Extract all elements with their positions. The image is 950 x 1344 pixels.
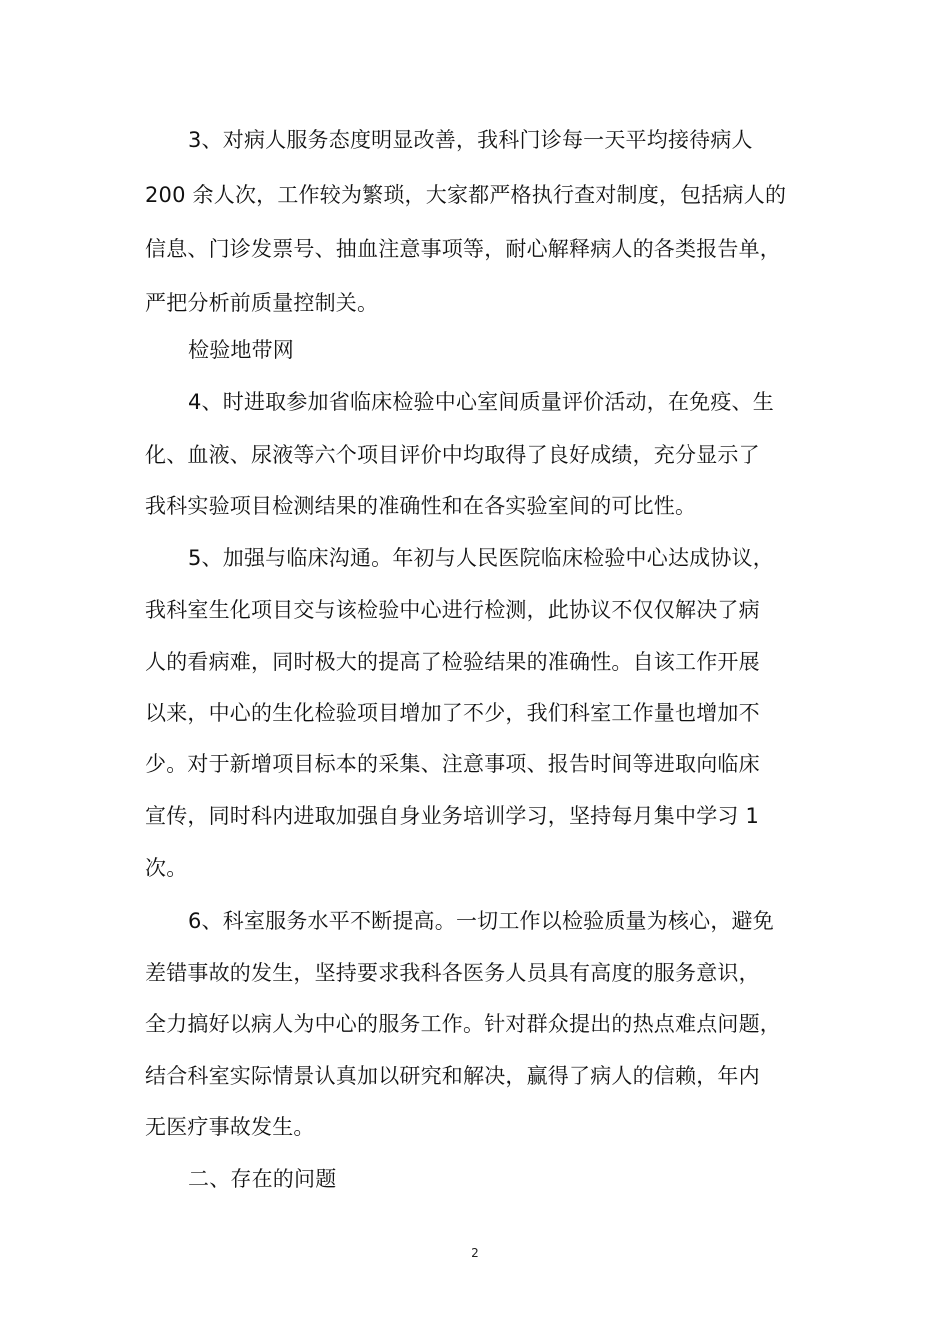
paragraph-5-line-3: 人的看病难，同时极大的提高了检验结果的准确性。自该工作开展 [145,650,760,674]
paragraph-5-line-1: 5、加强与临床沟通。年初与人民医院临床检验中心达成协议， [188,546,774,570]
paragraph-5-line-7: 次。 [145,856,188,880]
page-number: 2 [471,1246,479,1260]
paragraph-4-line-2: 化、血液、尿液等六个项目评价中均取得了良好成绩，充分显示了 [145,443,760,467]
paragraph-4-line-3: 我科实验项目检测结果的准确性和在各实验室间的可比性。 [145,494,697,518]
section-note: 检验地带网 [188,338,294,362]
paragraph-3-line-3: 信息、门诊发票号、抽血注意事项等，耐心解释病人的各类报告单， [145,237,781,261]
paragraph-5-line-5: 少。对于新增项目标本的采集、注意事项、报告时间等进取向临床 [145,752,760,776]
section-heading: 二、存在的问题 [188,1167,337,1191]
paragraph-5-line-4: 以来，中心的生化检验项目增加了不少，我们科室工作量也增加不 [145,701,760,725]
paragraph-3-line-1: 3、对病人服务态度明显改善，我科门诊每一天平均接待病人 [188,128,753,152]
paragraph-6-line-3: 全力搞好以病人为中心的服务工作。针对群众提出的热点难点问题， [145,1012,781,1036]
paragraph-3-line-2: 200 余人次，工作较为繁琐，大家都严格执行查对制度，包括病人的 [145,183,787,207]
paragraph-6-line-5: 无医疗事故发生。 [145,1115,315,1139]
paragraph-6-line-2: 差错事故的发生，坚持要求我科各医务人员具有高度的服务意识， [145,961,760,985]
paragraph-4-line-1: 4、时进取参加省临床检验中心室间质量评价活动，在免疫、生 [188,390,774,414]
paragraph-5-line-6: 宣传，同时科内进取加强自身业务培训学习，坚持每月集中学习 1 [145,804,760,828]
paragraph-6-line-1: 6、科室服务水平不断提高。一切工作以检验质量为核心，避免 [188,909,774,933]
paragraph-6-line-4: 结合科室实际情景认真加以研究和解决，赢得了病人的信赖，年内 [145,1064,760,1088]
paragraph-3-line-4: 严把分析前质量控制关。 [145,291,379,315]
paragraph-5-line-2: 我科室生化项目交与该检验中心进行检测，此协议不仅仅解决了病 [145,598,760,622]
